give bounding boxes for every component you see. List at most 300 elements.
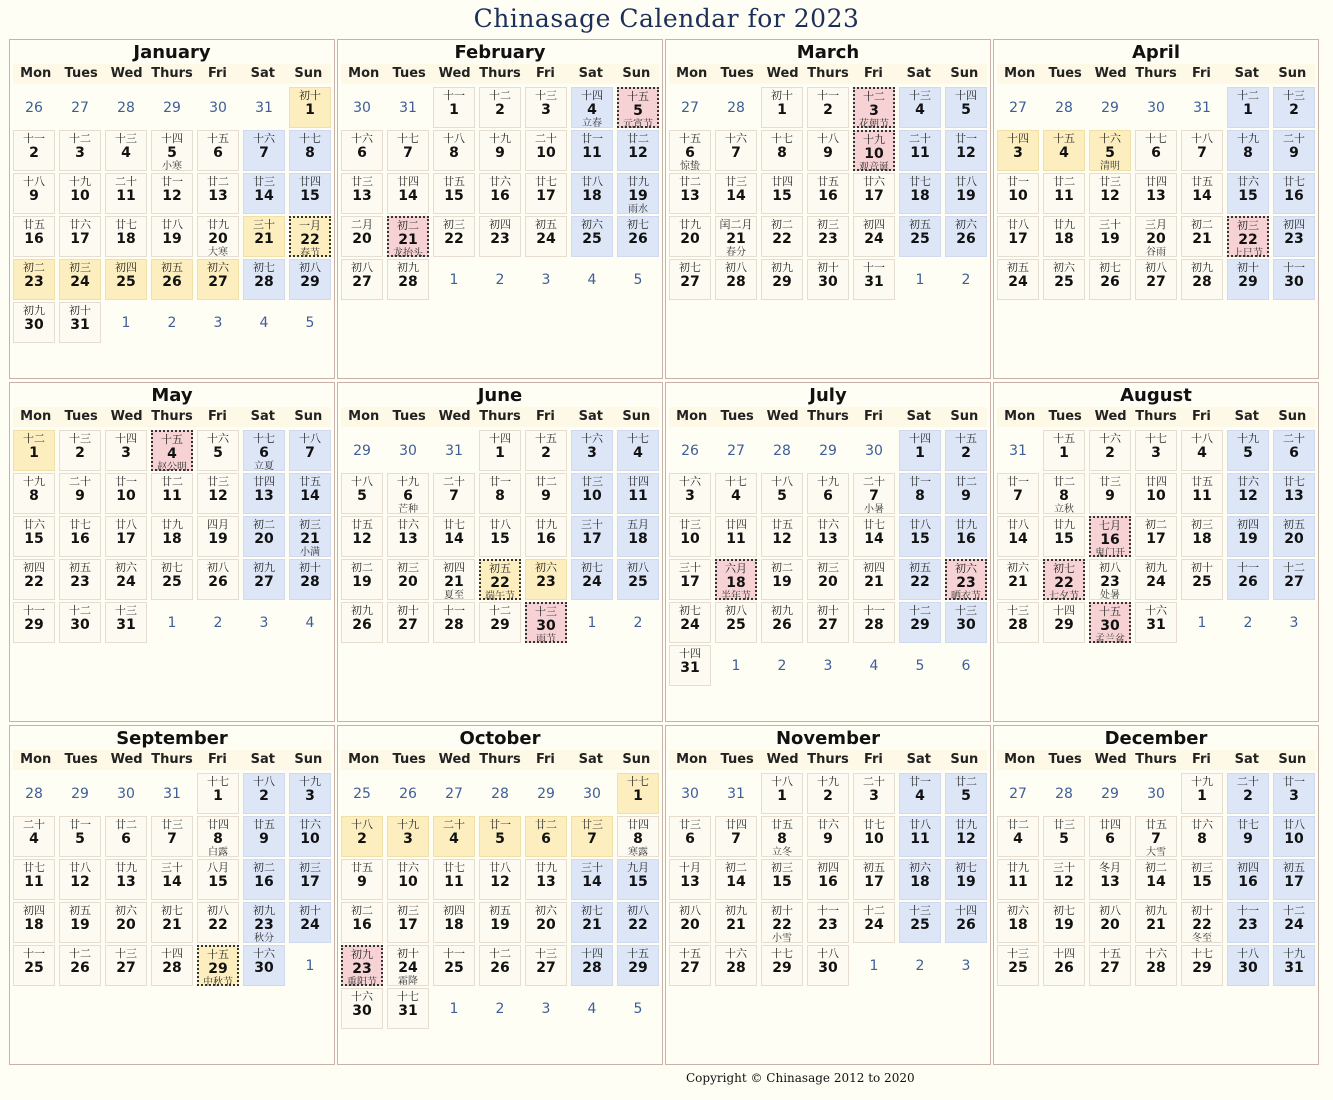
day-cell[interactable] xyxy=(105,130,147,171)
day-cell[interactable] xyxy=(1273,859,1315,900)
day-cell[interactable] xyxy=(945,559,987,600)
day-cell[interactable] xyxy=(997,602,1039,643)
day-cell[interactable] xyxy=(617,816,659,857)
day-cell[interactable] xyxy=(341,259,383,300)
day-cell[interactable] xyxy=(243,473,285,514)
day-cell[interactable] xyxy=(571,216,613,257)
day-cell[interactable] xyxy=(479,216,521,257)
day-cell[interactable] xyxy=(197,816,239,857)
day-cell[interactable] xyxy=(1181,816,1223,857)
day-cell[interactable] xyxy=(289,516,331,557)
day-cell[interactable] xyxy=(997,816,1039,857)
day-cell[interactable] xyxy=(243,945,285,986)
day-cell[interactable] xyxy=(433,859,475,900)
day-cell[interactable] xyxy=(59,430,101,471)
day-cell[interactable] xyxy=(341,902,383,943)
day-cell[interactable] xyxy=(1273,216,1315,257)
day-cell[interactable] xyxy=(479,859,521,900)
day-cell[interactable] xyxy=(853,173,895,214)
day-cell[interactable] xyxy=(1135,602,1177,643)
day-cell[interactable] xyxy=(59,216,101,257)
day-cell[interactable] xyxy=(945,87,987,128)
day-cell[interactable] xyxy=(243,430,285,471)
day-cell[interactable] xyxy=(1135,130,1177,171)
day-cell[interactable] xyxy=(243,816,285,857)
day-cell[interactable] xyxy=(761,945,803,986)
day-cell[interactable] xyxy=(669,173,711,214)
day-cell[interactable] xyxy=(243,216,285,257)
day-cell[interactable] xyxy=(807,87,849,128)
day-cell[interactable] xyxy=(761,473,803,514)
day-cell[interactable] xyxy=(1227,773,1269,814)
day-cell[interactable] xyxy=(13,602,55,643)
day-cell[interactable] xyxy=(1227,173,1269,214)
day-cell[interactable] xyxy=(997,516,1039,557)
day-cell[interactable] xyxy=(289,816,331,857)
day-cell[interactable] xyxy=(945,859,987,900)
day-cell[interactable] xyxy=(13,859,55,900)
day-cell[interactable] xyxy=(945,816,987,857)
day-cell[interactable] xyxy=(13,559,55,600)
day-cell[interactable] xyxy=(669,516,711,557)
day-cell[interactable] xyxy=(899,816,941,857)
day-cell[interactable] xyxy=(525,516,567,557)
day-cell[interactable] xyxy=(761,130,803,171)
day-cell[interactable] xyxy=(433,902,475,943)
day-cell[interactable] xyxy=(899,130,941,171)
day-cell[interactable] xyxy=(151,259,193,300)
day-cell[interactable] xyxy=(1043,259,1085,300)
day-cell[interactable] xyxy=(1273,902,1315,943)
day-cell[interactable] xyxy=(997,216,1039,257)
day-cell[interactable] xyxy=(997,945,1039,986)
day-cell[interactable] xyxy=(59,173,101,214)
day-cell[interactable] xyxy=(197,173,239,214)
day-cell[interactable] xyxy=(433,87,475,128)
day-cell[interactable] xyxy=(1227,259,1269,300)
day-cell[interactable] xyxy=(341,173,383,214)
day-cell[interactable] xyxy=(479,173,521,214)
day-cell[interactable] xyxy=(945,430,987,471)
day-cell[interactable] xyxy=(1181,859,1223,900)
day-cell[interactable] xyxy=(1135,945,1177,986)
day-cell[interactable] xyxy=(105,859,147,900)
day-cell[interactable] xyxy=(59,259,101,300)
day-cell[interactable] xyxy=(669,559,711,600)
day-cell[interactable] xyxy=(945,902,987,943)
day-cell[interactable] xyxy=(1181,130,1223,171)
day-cell[interactable] xyxy=(525,902,567,943)
day-cell[interactable] xyxy=(1273,130,1315,171)
day-cell[interactable] xyxy=(1135,473,1177,514)
day-cell[interactable] xyxy=(1181,259,1223,300)
day-cell[interactable] xyxy=(105,516,147,557)
day-cell[interactable] xyxy=(289,473,331,514)
day-cell[interactable] xyxy=(151,216,193,257)
day-cell[interactable] xyxy=(59,902,101,943)
day-cell[interactable] xyxy=(807,602,849,643)
day-cell[interactable] xyxy=(715,473,757,514)
day-cell[interactable] xyxy=(197,773,239,814)
day-cell[interactable] xyxy=(105,602,147,643)
day-cell[interactable] xyxy=(899,87,941,128)
day-cell[interactable] xyxy=(761,216,803,257)
day-cell[interactable] xyxy=(807,173,849,214)
day-cell[interactable] xyxy=(13,430,55,471)
day-cell[interactable] xyxy=(1089,859,1131,900)
day-cell[interactable] xyxy=(243,130,285,171)
day-cell[interactable] xyxy=(997,902,1039,943)
day-cell[interactable] xyxy=(715,559,757,600)
day-cell[interactable] xyxy=(1135,559,1177,600)
day-cell[interactable] xyxy=(617,859,659,900)
day-cell[interactable] xyxy=(899,559,941,600)
day-cell[interactable] xyxy=(807,259,849,300)
day-cell[interactable] xyxy=(617,773,659,814)
day-cell[interactable] xyxy=(1089,216,1131,257)
day-cell[interactable] xyxy=(571,473,613,514)
day-cell[interactable] xyxy=(807,130,849,171)
day-cell[interactable] xyxy=(341,473,383,514)
day-cell[interactable] xyxy=(997,859,1039,900)
day-cell[interactable] xyxy=(525,945,567,986)
day-cell[interactable] xyxy=(197,259,239,300)
day-cell[interactable] xyxy=(341,859,383,900)
day-cell[interactable] xyxy=(151,902,193,943)
day-cell[interactable] xyxy=(387,473,429,514)
day-cell[interactable] xyxy=(479,87,521,128)
day-cell[interactable] xyxy=(13,173,55,214)
day-cell[interactable] xyxy=(997,259,1039,300)
day-cell[interactable] xyxy=(525,859,567,900)
day-cell[interactable] xyxy=(1043,130,1085,171)
day-cell[interactable] xyxy=(761,602,803,643)
day-cell[interactable] xyxy=(151,516,193,557)
day-cell[interactable] xyxy=(807,216,849,257)
day-cell[interactable] xyxy=(1089,430,1131,471)
day-cell[interactable] xyxy=(387,902,429,943)
day-cell[interactable] xyxy=(761,259,803,300)
day-cell[interactable] xyxy=(59,302,101,343)
day-cell[interactable] xyxy=(59,516,101,557)
day-cell[interactable] xyxy=(1181,216,1223,257)
day-cell[interactable] xyxy=(525,216,567,257)
day-cell[interactable] xyxy=(59,473,101,514)
day-cell[interactable] xyxy=(525,816,567,857)
day-cell[interactable] xyxy=(715,859,757,900)
day-cell[interactable] xyxy=(715,602,757,643)
day-cell[interactable] xyxy=(1043,602,1085,643)
day-cell[interactable] xyxy=(105,816,147,857)
day-cell[interactable] xyxy=(571,902,613,943)
day-cell[interactable] xyxy=(387,988,429,1029)
day-cell[interactable] xyxy=(151,816,193,857)
day-cell[interactable] xyxy=(853,902,895,943)
day-cell[interactable] xyxy=(669,645,711,686)
day-cell[interactable] xyxy=(807,945,849,986)
day-cell[interactable] xyxy=(1135,516,1177,557)
day-cell[interactable] xyxy=(433,473,475,514)
day-cell[interactable] xyxy=(105,216,147,257)
day-cell[interactable] xyxy=(1181,430,1223,471)
day-cell[interactable] xyxy=(1089,473,1131,514)
day-cell[interactable] xyxy=(433,216,475,257)
day-cell[interactable] xyxy=(243,516,285,557)
day-cell[interactable] xyxy=(525,173,567,214)
day-cell[interactable] xyxy=(197,902,239,943)
day-cell[interactable] xyxy=(433,130,475,171)
day-cell[interactable] xyxy=(479,516,521,557)
day-cell[interactable] xyxy=(1135,902,1177,943)
day-cell[interactable] xyxy=(807,859,849,900)
day-cell[interactable] xyxy=(761,87,803,128)
day-cell[interactable] xyxy=(387,259,429,300)
day-cell[interactable] xyxy=(1227,859,1269,900)
day-cell[interactable] xyxy=(1135,173,1177,214)
day-cell[interactable] xyxy=(243,902,285,943)
day-cell[interactable] xyxy=(105,559,147,600)
day-cell[interactable] xyxy=(1181,945,1223,986)
day-cell[interactable] xyxy=(853,559,895,600)
day-cell[interactable] xyxy=(853,130,895,171)
day-cell[interactable] xyxy=(669,130,711,171)
day-cell[interactable] xyxy=(387,816,429,857)
day-cell[interactable] xyxy=(151,173,193,214)
day-cell[interactable] xyxy=(289,773,331,814)
day-cell[interactable] xyxy=(197,216,239,257)
day-cell[interactable] xyxy=(13,302,55,343)
day-cell[interactable] xyxy=(715,816,757,857)
day-cell[interactable] xyxy=(151,430,193,471)
day-cell[interactable] xyxy=(807,773,849,814)
day-cell[interactable] xyxy=(761,173,803,214)
day-cell[interactable] xyxy=(945,173,987,214)
day-cell[interactable] xyxy=(571,816,613,857)
day-cell[interactable] xyxy=(1043,816,1085,857)
day-cell[interactable] xyxy=(1227,816,1269,857)
day-cell[interactable] xyxy=(525,473,567,514)
day-cell[interactable] xyxy=(617,87,659,128)
day-cell[interactable] xyxy=(617,559,659,600)
day-cell[interactable] xyxy=(105,259,147,300)
day-cell[interactable] xyxy=(151,945,193,986)
day-cell[interactable] xyxy=(479,473,521,514)
day-cell[interactable] xyxy=(433,173,475,214)
day-cell[interactable] xyxy=(433,816,475,857)
day-cell[interactable] xyxy=(479,902,521,943)
day-cell[interactable] xyxy=(341,216,383,257)
day-cell[interactable] xyxy=(715,130,757,171)
day-cell[interactable] xyxy=(1043,859,1085,900)
day-cell[interactable] xyxy=(1273,773,1315,814)
day-cell[interactable] xyxy=(59,816,101,857)
day-cell[interactable] xyxy=(1273,87,1315,128)
day-cell[interactable] xyxy=(13,902,55,943)
day-cell[interactable] xyxy=(151,473,193,514)
day-cell[interactable] xyxy=(1227,945,1269,986)
day-cell[interactable] xyxy=(13,259,55,300)
day-cell[interactable] xyxy=(1089,602,1131,643)
day-cell[interactable] xyxy=(243,773,285,814)
day-cell[interactable] xyxy=(571,945,613,986)
day-cell[interactable] xyxy=(525,87,567,128)
day-cell[interactable] xyxy=(853,87,895,128)
day-cell[interactable] xyxy=(289,859,331,900)
day-cell[interactable] xyxy=(387,516,429,557)
day-cell[interactable] xyxy=(899,773,941,814)
day-cell[interactable] xyxy=(669,816,711,857)
day-cell[interactable] xyxy=(479,559,521,600)
day-cell[interactable] xyxy=(1089,816,1131,857)
day-cell[interactable] xyxy=(853,516,895,557)
day-cell[interactable] xyxy=(1089,130,1131,171)
day-cell[interactable] xyxy=(571,430,613,471)
day-cell[interactable] xyxy=(1135,259,1177,300)
day-cell[interactable] xyxy=(13,516,55,557)
day-cell[interactable] xyxy=(1273,516,1315,557)
day-cell[interactable] xyxy=(13,216,55,257)
day-cell[interactable] xyxy=(197,559,239,600)
day-cell[interactable] xyxy=(1043,559,1085,600)
day-cell[interactable] xyxy=(945,473,987,514)
day-cell[interactable] xyxy=(617,902,659,943)
day-cell[interactable] xyxy=(1273,173,1315,214)
day-cell[interactable] xyxy=(669,859,711,900)
day-cell[interactable] xyxy=(571,559,613,600)
day-cell[interactable] xyxy=(807,559,849,600)
day-cell[interactable] xyxy=(59,130,101,171)
day-cell[interactable] xyxy=(853,259,895,300)
day-cell[interactable] xyxy=(1273,816,1315,857)
day-cell[interactable] xyxy=(13,816,55,857)
day-cell[interactable] xyxy=(341,516,383,557)
day-cell[interactable] xyxy=(1273,559,1315,600)
day-cell[interactable] xyxy=(853,602,895,643)
day-cell[interactable] xyxy=(1273,259,1315,300)
day-cell[interactable] xyxy=(387,216,429,257)
day-cell[interactable] xyxy=(1089,559,1131,600)
day-cell[interactable] xyxy=(151,859,193,900)
day-cell[interactable] xyxy=(479,945,521,986)
day-cell[interactable] xyxy=(1227,473,1269,514)
day-cell[interactable] xyxy=(105,473,147,514)
day-cell[interactable] xyxy=(59,602,101,643)
day-cell[interactable] xyxy=(899,602,941,643)
day-cell[interactable] xyxy=(1181,902,1223,943)
day-cell[interactable] xyxy=(1273,473,1315,514)
day-cell[interactable] xyxy=(387,130,429,171)
day-cell[interactable] xyxy=(1227,87,1269,128)
day-cell[interactable] xyxy=(479,130,521,171)
day-cell[interactable] xyxy=(1089,259,1131,300)
day-cell[interactable] xyxy=(899,216,941,257)
day-cell[interactable] xyxy=(433,945,475,986)
day-cell[interactable] xyxy=(197,859,239,900)
day-cell[interactable] xyxy=(945,130,987,171)
day-cell[interactable] xyxy=(289,173,331,214)
day-cell[interactable] xyxy=(197,945,239,986)
day-cell[interactable] xyxy=(945,602,987,643)
day-cell[interactable] xyxy=(341,602,383,643)
day-cell[interactable] xyxy=(761,859,803,900)
day-cell[interactable] xyxy=(715,173,757,214)
day-cell[interactable] xyxy=(1227,216,1269,257)
day-cell[interactable] xyxy=(945,773,987,814)
day-cell[interactable] xyxy=(1135,816,1177,857)
day-cell[interactable] xyxy=(1135,859,1177,900)
day-cell[interactable] xyxy=(1089,902,1131,943)
day-cell[interactable] xyxy=(433,516,475,557)
day-cell[interactable] xyxy=(525,559,567,600)
day-cell[interactable] xyxy=(997,130,1039,171)
day-cell[interactable] xyxy=(525,602,567,643)
day-cell[interactable] xyxy=(715,945,757,986)
day-cell[interactable] xyxy=(945,216,987,257)
day-cell[interactable] xyxy=(13,473,55,514)
day-cell[interactable] xyxy=(1227,516,1269,557)
day-cell[interactable] xyxy=(197,473,239,514)
day-cell[interactable] xyxy=(1181,473,1223,514)
day-cell[interactable] xyxy=(243,559,285,600)
day-cell[interactable] xyxy=(341,816,383,857)
day-cell[interactable] xyxy=(715,516,757,557)
day-cell[interactable] xyxy=(997,559,1039,600)
day-cell[interactable] xyxy=(387,859,429,900)
day-cell[interactable] xyxy=(387,173,429,214)
day-cell[interactable] xyxy=(341,559,383,600)
day-cell[interactable] xyxy=(433,602,475,643)
day-cell[interactable] xyxy=(1043,173,1085,214)
day-cell[interactable] xyxy=(1227,130,1269,171)
day-cell[interactable] xyxy=(289,259,331,300)
day-cell[interactable] xyxy=(243,173,285,214)
day-cell[interactable] xyxy=(899,859,941,900)
day-cell[interactable] xyxy=(479,816,521,857)
day-cell[interactable] xyxy=(807,473,849,514)
day-cell[interactable] xyxy=(1227,430,1269,471)
day-cell[interactable] xyxy=(807,902,849,943)
day-cell[interactable] xyxy=(1135,216,1177,257)
day-cell[interactable] xyxy=(807,516,849,557)
day-cell[interactable] xyxy=(899,473,941,514)
day-cell[interactable] xyxy=(853,859,895,900)
day-cell[interactable] xyxy=(289,87,331,128)
day-cell[interactable] xyxy=(1089,945,1131,986)
day-cell[interactable] xyxy=(899,430,941,471)
day-cell[interactable] xyxy=(289,216,331,257)
day-cell[interactable] xyxy=(617,945,659,986)
day-cell[interactable] xyxy=(105,173,147,214)
day-cell[interactable] xyxy=(669,216,711,257)
day-cell[interactable] xyxy=(105,945,147,986)
day-cell[interactable] xyxy=(1181,773,1223,814)
day-cell[interactable] xyxy=(1181,173,1223,214)
day-cell[interactable] xyxy=(59,945,101,986)
day-cell[interactable] xyxy=(669,902,711,943)
day-cell[interactable] xyxy=(617,430,659,471)
day-cell[interactable] xyxy=(997,473,1039,514)
day-cell[interactable] xyxy=(525,430,567,471)
day-cell[interactable] xyxy=(715,216,757,257)
day-cell[interactable] xyxy=(1043,516,1085,557)
day-cell[interactable] xyxy=(243,859,285,900)
day-cell[interactable] xyxy=(479,430,521,471)
day-cell[interactable] xyxy=(387,559,429,600)
day-cell[interactable] xyxy=(1043,216,1085,257)
day-cell[interactable] xyxy=(1043,945,1085,986)
day-cell[interactable] xyxy=(151,130,193,171)
day-cell[interactable] xyxy=(571,87,613,128)
